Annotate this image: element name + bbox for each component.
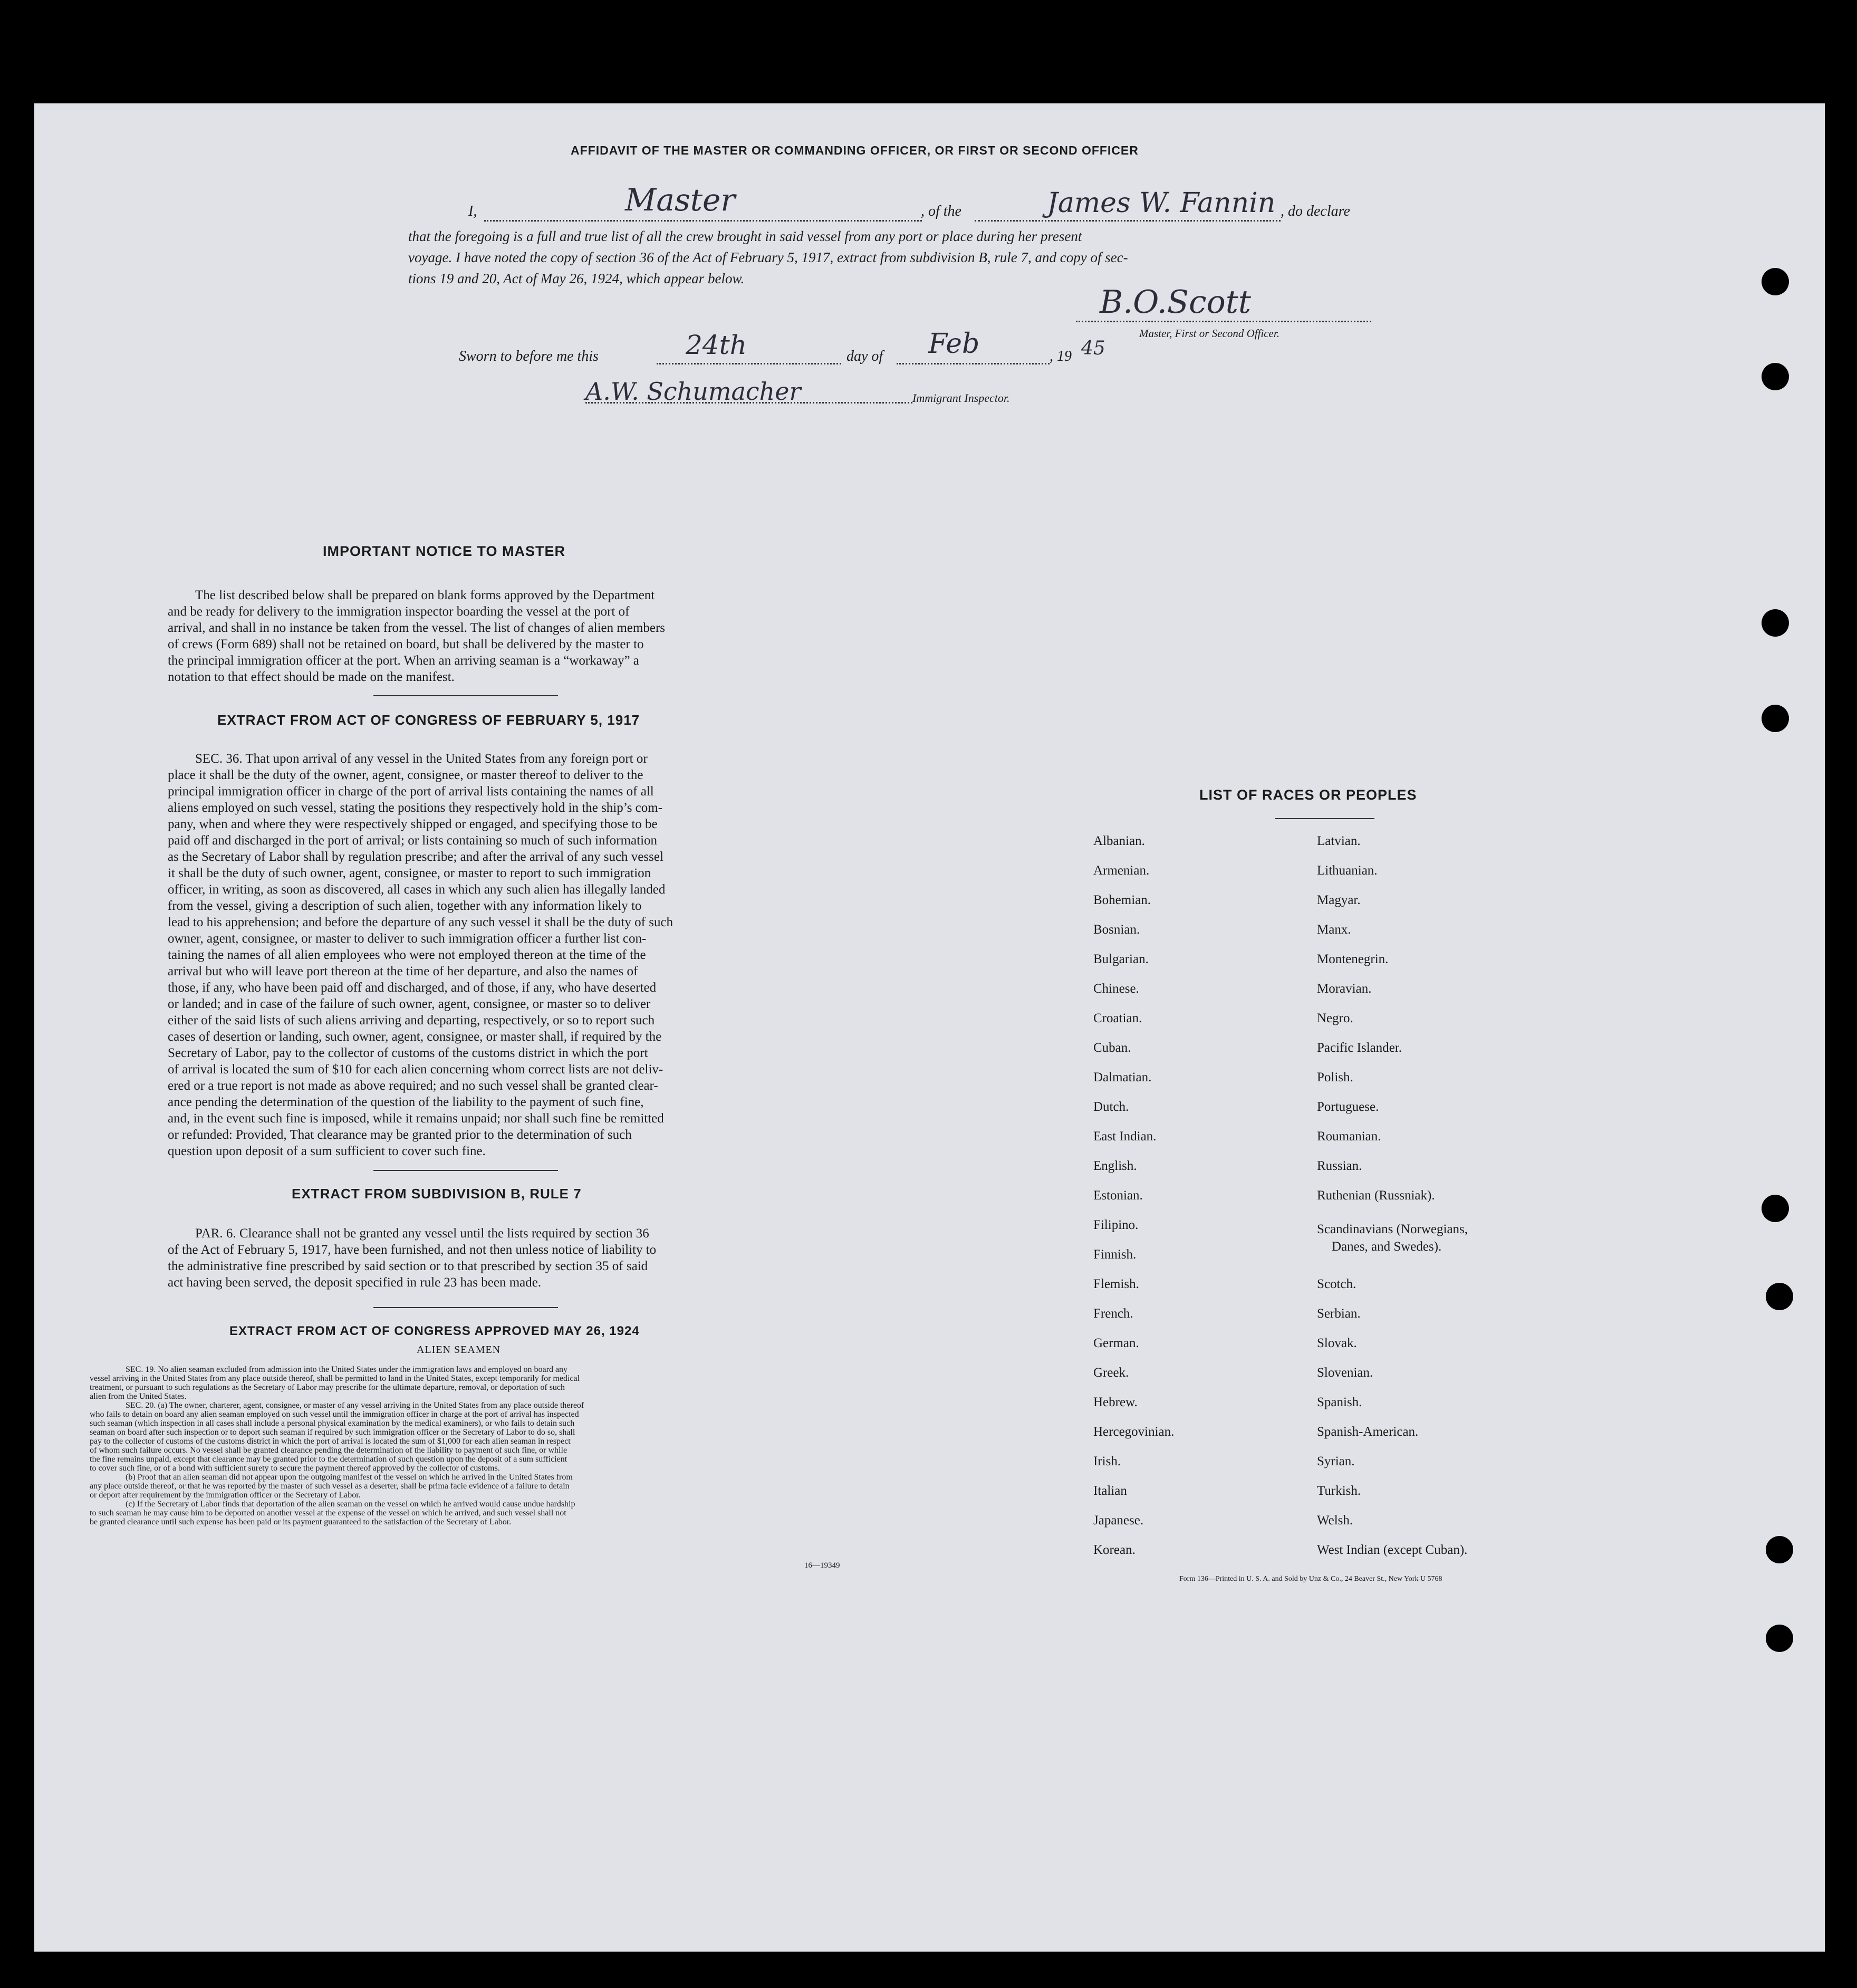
text-line: and, in the event such fine is imposed, while it remains unpaid; nor shall such fine be remitted [168,1111,664,1126]
text-line: or refunded: Provided, That clearance may be granted prior to the determination of such [168,1128,632,1142]
affidavit-line-2: that the foregoing is a full and true list of all the crew brought in said vessel from any port or place during her present [408,228,1082,244]
text-line: (b) Proof that an alien seaman did not appear upon the outgoing manifest of the vessel on which he arrived in the United States from [126,1473,573,1482]
text-line: vessel arriving in the United States from any place outside thereof, shall be permitted to land in the United States, except temporarily for medical [90,1374,580,1383]
race-item: Slovak. [1317,1336,1357,1350]
rule-7-title: EXTRACT FROM SUBDIVISION B, RULE 7 [292,1186,582,1202]
text-line: principal immigration officer in charge of the port of arrival lists containing the names of all [168,784,654,799]
text-line: taining the names of all alien employees who were not employed thereon at the time of the [168,948,646,962]
affidavit-line-3: voyage. I have noted the copy of section 36 of the Act of February 5, 1917, extract from subdivision B, rule 7, and copy of sec- [408,249,1128,265]
race-item: Hebrew. [1093,1395,1138,1409]
race-item: Magyar. [1317,893,1361,907]
do-declare-label: , do declare [1281,203,1350,219]
rule-7-text [168,1225,764,1291]
text-line: it shall be the duty of such owner, agent, consignee, or master to report to such immigration [168,866,651,880]
sworn-prefix: Sworn to before me this [459,348,599,364]
text-line: arrival, and shall in no instance be taken from the vessel. The list of changes of alien members [168,621,665,635]
text-line: act having been served, the deposit specified in rule 23 has been made. [168,1275,542,1290]
text-line: either of the said lists of such aliens arriving and departing, respectively, or so to report such [168,1013,655,1027]
text-line: (c) If the Secretary of Labor finds that deportation of the alien seaman on the vessel on which he arrived would cause undue hardship [126,1500,575,1509]
race-item: Dutch. [1093,1100,1129,1114]
text-line: of arrival is located the sum of $10 for each alien concerning whom correct lists are not deliv- [168,1062,663,1077]
race-item: Filipino. [1093,1218,1139,1232]
text-line: who fails to detain on board any alien seaman employed on such vessel until the immigration officer in charge at the port of arrival has inspected [90,1410,579,1419]
race-item: Scotch. [1317,1277,1356,1291]
year-prefix: , 19 [1050,348,1072,364]
text-line: of whom such failure occurs. No vessel shall be granted clearance pending the determination of the liability to payment of such fine, or while [90,1446,567,1455]
text-line: lead to his apprehension; and before the departure of any such vessel it shall be the duty of such [168,915,673,929]
punch-hole [1762,609,1789,637]
officer-caption: Master, First or Second Officer. [1139,327,1279,340]
race-item: Ruthenian (Russniak). [1317,1188,1435,1203]
race-item: Moravian. [1317,982,1372,996]
divider [373,1307,558,1308]
day-of-label: day of [846,348,883,364]
race-item: German. [1093,1336,1139,1350]
race-item: Polish. [1317,1070,1353,1084]
handwritten-rank: Master [625,182,736,218]
text-line: those, if any, who have been paid off and discharged, and of those, if any, who have deserted [168,981,657,995]
alien-seamen-subtitle: ALIEN SEAMEN [417,1344,501,1356]
text-line: to such seaman he may cause him to be deported on another vessel at the expense of the vessel on which he arrived, and such vessel shall not [90,1509,566,1518]
race-item: West Indian (except Cuban). [1317,1543,1468,1557]
act-1924-title: EXTRACT FROM ACT OF CONGRESS APPROVED MAY 26, 1924 [229,1324,640,1338]
text-line: to cover such fine, or of a bond with sufficient surety to secure the payment thereof approved by the collector of customs. [90,1464,500,1473]
divider [373,695,558,696]
race-item: Danes, and Swedes). [1332,1240,1442,1254]
text-line: or landed; and in case of the failure of such owner, agent, consignee, or master so to deliver [168,997,651,1011]
handwritten-day: 24th [686,330,747,360]
sections-19-20-text [90,1365,849,1526]
prefix-i: I, [468,203,477,219]
text-line: and be ready for delivery to the immigration inspector boarding the vessel at the port of [168,604,630,619]
race-item: Estonian. [1093,1188,1143,1203]
text-line: of the Act of February 5, 1917, have been furnished, and not then unless notice of liability to [168,1243,657,1257]
of-the-label: , of the [921,203,961,219]
race-item: Albanian. [1093,834,1145,848]
punch-hole [1762,268,1789,295]
text-line: question upon deposit of a sum sufficient to cover such fine. [168,1144,486,1158]
race-item: Hercegovinian. [1093,1425,1175,1439]
text-line: Secretary of Labor, pay to the collector of customs of the customs district in which the port [168,1046,648,1060]
divider [1275,818,1374,819]
text-line: of crews (Form 689) shall not be retained on board, but shall be delivered by the master to [168,637,644,651]
text-line: notation to that effect should be made on the manifest. [168,670,455,684]
race-item: Spanish-American. [1317,1425,1419,1439]
inspector-signature: A.W. Schumacher [585,377,801,406]
text-line: aliens employed on such vessel, stating the positions they respectively hold in the ship’s com- [168,801,663,815]
race-item: Roumanian. [1317,1129,1381,1144]
race-item: Latvian. [1317,834,1361,848]
notice-text [168,587,764,685]
text-line: alien from the United States. [90,1392,187,1401]
text-line: be granted clearance until such expense has been paid or its payment guaranteed to the satisfaction of the Secretary of Labor. [90,1518,512,1526]
text-line: paid off and discharged in the port of arrival; or lists containing so much of such information [168,833,658,848]
text-line: from the vessel, giving a description of such alien, together with any information likely to [168,899,642,913]
text-line: SEC. 36. That upon arrival of any vessel in the United States from any foreign port or [195,752,648,766]
punch-hole [1762,363,1789,390]
race-item: Russian. [1317,1159,1362,1173]
punch-hole [1762,1195,1789,1222]
text-line: The list described below shall be prepared on blank forms approved by the Department [195,588,655,602]
race-item: English. [1093,1159,1137,1173]
race-item: East Indian. [1093,1129,1157,1144]
race-item: Bulgarian. [1093,952,1149,966]
race-item: Armenian. [1093,863,1150,878]
text-line: as the Secretary of Labor shall by regulation prescribe; and after the arrival of any such vessel [168,850,663,864]
race-item: Greek. [1093,1366,1129,1380]
text-line: owner, agent, consignee, or master to deliver to such immigration officer a further list con- [168,931,647,946]
race-item: Negro. [1317,1011,1353,1025]
race-item: Spanish. [1317,1395,1362,1409]
affidavit-line-4: tions 19 and 20, Act of May 26, 1924, which appear below. [408,271,745,286]
race-item: Croatian. [1093,1011,1142,1025]
race-item: Korean. [1093,1543,1136,1557]
race-item: Cuban. [1093,1041,1131,1055]
text-line: the administrative fine prescribed by said section or to that prescribed by section 35 of said [168,1259,648,1273]
punch-hole [1766,1625,1793,1652]
race-item: Irish. [1093,1454,1121,1468]
race-item: Serbian. [1317,1307,1361,1321]
text-line: place it shall be the duty of the owner, agent, consignee, or master thereof to deliver to the [168,768,643,782]
act-1917-title: EXTRACT FROM ACT OF CONGRESS OF FEBRUARY 5, 1917 [217,712,640,728]
text-line: pay to the collector of customs of the customs district in which the port of arrival is located the sum of $1,000 for each alien seaman in respect [90,1437,571,1446]
text-line: the fine remains unpaid, except that clearance may be granted prior to the determination of such question upon the deposit of a sum sufficient [90,1455,567,1464]
text-line: any place outside thereof, or that he was reported by the master of such vessel as a deserter, shall be prima facie evidence of a failure to detain [90,1482,570,1491]
text-line: SEC. 19. No alien seaman excluded from admission into the United States under the immigration laws and employed on board any [126,1365,568,1374]
race-item: Dalmatian. [1093,1070,1152,1084]
race-item: Chinese. [1093,982,1139,996]
text-line: ered or a true report is not made as above required; and no such vessel shall be granted clear- [168,1079,658,1093]
handwritten-month: Feb [928,328,980,360]
text-line: such seaman (which inspection in all cases shall include a personal physical examination by the medical examiners), or who fails to detain such [90,1419,575,1428]
races-title: LIST OF RACES OR PEOPLES [1199,787,1417,803]
sworn-line [459,348,599,365]
form-footer: Form 136—Printed in U. S. A. and Sold by Unz & Co., 24 Beaver St., New York U 5768 [1179,1575,1442,1583]
text-line: arrival but who will leave port thereon at the time of her departure, and also the names of [168,964,638,978]
text-line: pany, when and where they were respectively shipped or engaged, and specifying those to be [168,817,658,831]
race-item: Japanese. [1093,1513,1144,1528]
divider [373,1170,558,1171]
race-item: Lithuanian. [1317,863,1378,878]
inspector-blank [585,397,912,404]
text-line: or deport after requirement by the immigration officer or the Secretary of Labor. [90,1491,361,1500]
text-line: cases of desertion or landing, such owner, agent, consignee, or master shall, if required by the [168,1030,662,1044]
affidavit-title: AFFIDAVIT OF THE MASTER OR COMMANDING OFFICER, OR FIRST OR SECOND OFFICER [571,143,1139,157]
inspector-caption: Immigrant Inspector. [912,391,1010,405]
race-item: Flemish. [1093,1277,1139,1291]
race-item: Syrian. [1317,1454,1355,1468]
race-item: French. [1093,1307,1133,1321]
race-item: Italian [1093,1484,1127,1498]
print-code: 16—19349 [804,1561,840,1570]
section-36-text [168,751,764,1159]
punch-hole [1766,1536,1793,1563]
race-item: Scandinavians (Norwegians, [1317,1222,1468,1236]
day-blank [657,352,841,364]
affidavit-line-1 [468,203,477,220]
signature-blank [1076,314,1371,322]
race-item: Finnish. [1093,1247,1137,1262]
race-item: Pacific Islander. [1317,1041,1402,1055]
race-item: Turkish. [1317,1484,1361,1498]
punch-hole [1762,705,1789,732]
race-item: Manx. [1317,923,1351,937]
handwritten-year: 45 [1081,338,1105,359]
text-line: ance pending the determination of the question of the liability to the payment of such fine, [168,1095,644,1109]
race-item: Welsh. [1317,1513,1353,1528]
punch-hole [1766,1283,1793,1310]
text-line: seaman on board after such inspection or to deport such seaman if required by such immigration officer or the Secretary of Labor to do so, shall [90,1428,575,1437]
race-item: Slovenian. [1317,1366,1373,1380]
text-line: officer, in writing, as soon as discovered, all cases in which any such alien has illegally landed [168,882,666,897]
notice-title: IMPORTANT NOTICE TO MASTER [323,543,565,559]
race-item: Bohemian. [1093,893,1151,907]
handwritten-vessel-name: James W. Fannin [1047,187,1276,219]
text-line: the principal immigration officer at the port. When an arriving seaman is a “workaway” a [168,654,639,668]
text-line: treatment, or pursuant to such regulations as the Secretary of Labor may prescribe for the ultimate departure, removal, or deportation of such [90,1383,565,1392]
race-item: Bosnian. [1093,923,1140,937]
officer-signature: B.O.Scott [1100,284,1251,321]
text-line: PAR. 6. Clearance shall not be granted any vessel until the lists required by section 36 [195,1226,649,1241]
race-item: Portuguese. [1317,1100,1379,1114]
text-line: SEC. 20. (a) The owner, charterer, agent, consignee, or master of any vessel arriving in the United States from any place outside thereof [126,1401,584,1410]
race-item: Montenegrin. [1317,952,1389,966]
